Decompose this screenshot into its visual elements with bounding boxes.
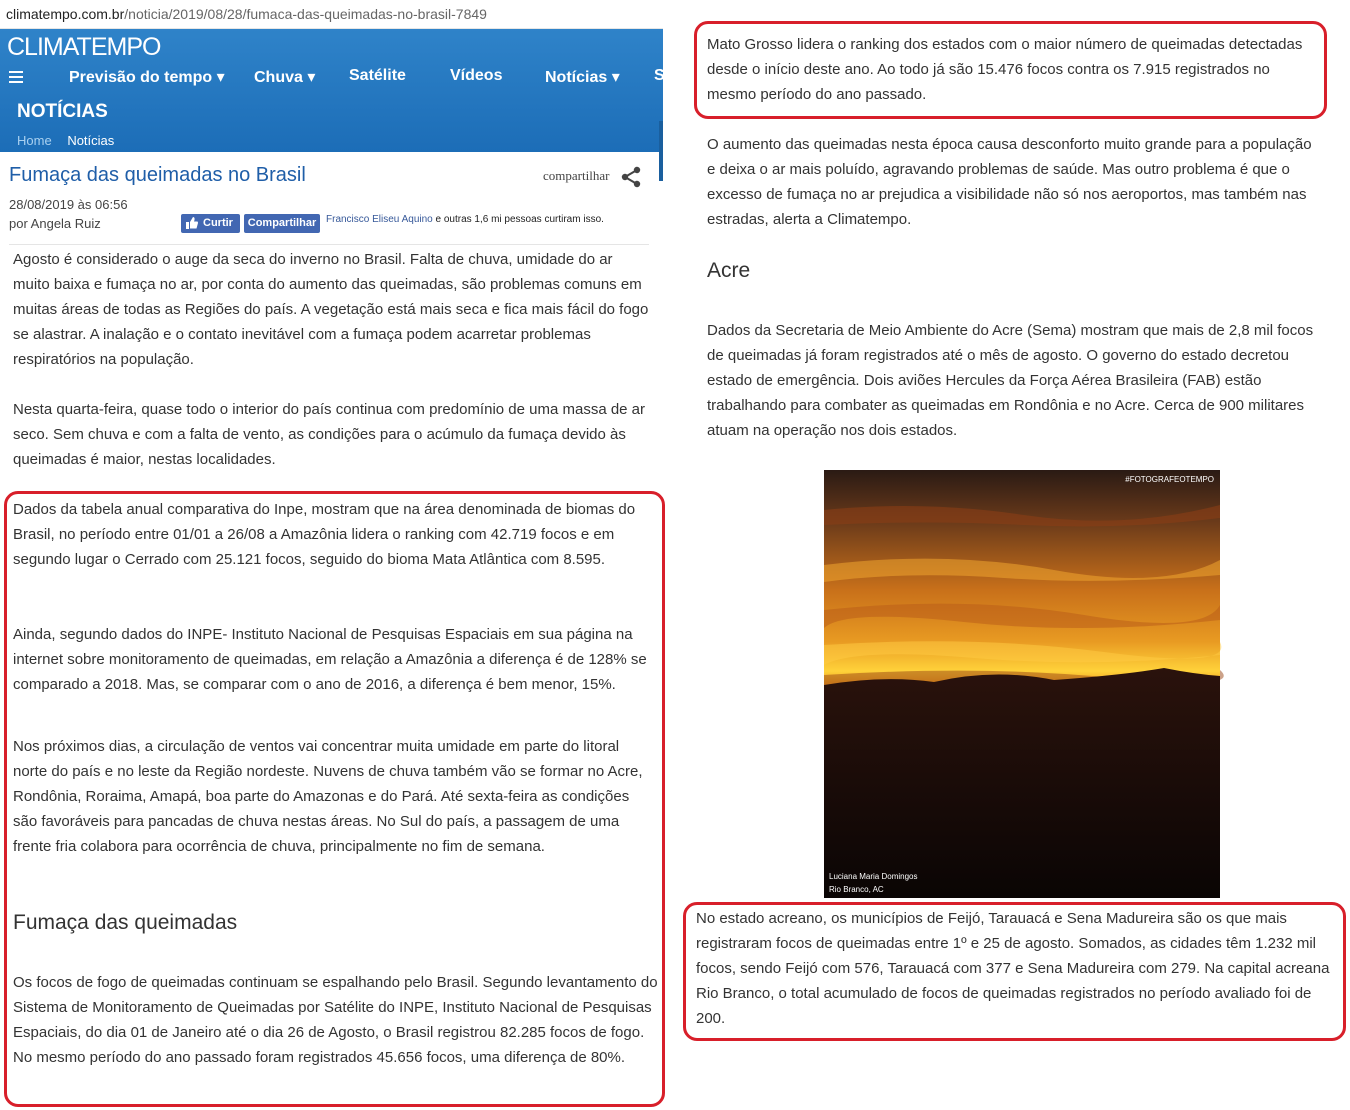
- share-label[interactable]: compartilhar: [543, 168, 610, 183]
- friend-name-link[interactable]: Francisco Eliseu Aquino: [326, 214, 433, 225]
- paragraph-acre-municipios: No estado acreano, os municípios de Feijó, Tarauacá e Sena Madureira são os que mais registraram focos de queimadas entre 1º e 25 de agosto. Somados, as cidades têm 1.232 mil focos, sendo Feijó com 576, Tarauacá com 377 e Sena Madureira com 279. Na capital acreana Rio Branco, o total acumulado de focos de queimadas registrados no período avaliado foi de 200.: [696, 910, 1330, 1027]
- facebook-share-button[interactable]: Compartilhar: [244, 214, 320, 233]
- facebook-social-text: Francisco Eliseu Aquino e outras 1,6 mi pessoas curtiram isso.: [326, 214, 604, 225]
- breadcrumb-current[interactable]: Notícias: [67, 133, 115, 148]
- subheading-acre: Acre: [707, 259, 751, 282]
- paragraph-forecast: Nos próximos dias, a circulação de ventos vai concentrar muita umidade em parte do litoral norte do país e no leste da Região nordeste. Nuvens de chuva também vão se formar no Acre, Rondônia, Roraima, Amapá, boa parte do Amazonas e do Pará. Até sexta-feira as condições são favoráveis para pancadas de chuva nestas áreas. No Sul do país, a passagem de uma frente fria colabora para ocorrência de chuva, principalmente no fim de semana.: [13, 738, 643, 855]
- like-label: Curtir: [203, 217, 233, 229]
- site-header: [0, 29, 663, 152]
- paragraph-visibility: O aumento das queimadas nesta época causa desconforto muito grande para a população e deixa o ar mais poluído, agravando problemas de saúde. Mas outro problema é que o excesso de fumaça no ar prejudica a visibilidade não só nos aeroportos, mas também nas estradas, alerta a Climatempo.: [707, 136, 1312, 228]
- paragraph-mato-grosso: Mato Grosso lidera o ranking dos estados com o maior número de queimadas detectadas desde o início deste ano. Ao todo já são 15.476 focos contra os 7.915 registrados no mesmo período do ano passado.: [707, 36, 1303, 103]
- photo-location: Rio Branco, AC: [829, 885, 884, 894]
- nav-noticias[interactable]: Notícias ▾: [545, 69, 620, 86]
- header-divider: [9, 244, 649, 245]
- nav-videos[interactable]: Vídeos: [450, 67, 503, 84]
- breadcrumb-home[interactable]: Home: [17, 133, 52, 148]
- photo-hashtag: #FOTOGRAFEOTEMPO: [1125, 475, 1214, 484]
- highlight-box-mato-grosso: [694, 21, 1327, 119]
- facebook-like-button[interactable]: [181, 214, 240, 233]
- article-title: Fumaça das queimadas no Brasil: [9, 164, 306, 186]
- url-text: climatempo.com.br/noticia/2019/08/28/fumaca-das-queimadas-no-brasil-7849: [6, 6, 487, 22]
- breadcrumb: [17, 133, 114, 148]
- paragraph-intro: Agosto é considerado o auge da seca do inverno no Brasil. Falta de chuva, umidade do ar muito baixa e fumaça no ar, por conta do aumento das queimadas, são problemas comuns em muitas áreas de todas as Regiões do país. A vegetação está mais seca e fica mais fácil do fogo se alastrar. A inalação e o contato inevitável com a fumaça podem acarretar problemas respiratórios na população.: [13, 251, 649, 368]
- article-date: 28/08/2019 às 06:56: [9, 197, 128, 212]
- nav-satelite[interactable]: Satélite: [349, 67, 406, 84]
- highlight-box-left: [4, 491, 665, 1107]
- header-edge: [659, 121, 663, 181]
- highlight-box-acre: [683, 902, 1346, 1041]
- paragraph-inpe-comparison: Ainda, segundo dados do INPE- Instituto Nacional de Pesquisas Espaciais em sua página na internet sobre monitoramento de queimadas, em relação a Amazônia a diferença é de 128% se comparado a 2018. Mas, se comparar com o ano de 2016, a diferença é bem menor, 15%.: [13, 626, 647, 693]
- article-author: por Angela Ruiz: [9, 216, 101, 231]
- section-title: NOTÍCIAS: [17, 101, 108, 122]
- subheading-fumaca: Fumaça das queimadas: [13, 911, 238, 934]
- paragraph-focos-brasil: Os focos de fogo de queimadas continuam se espalhando pelo Brasil. Segundo levantamento do Sistema de Monitoramento de Queimadas por Satélite do INPE, Instituto Nacional de Pesquisas Espaciais, do dia 01 de Janeiro até o dia 26 de Agosto, o Brasil registrou 82.285 focos de fogo. No mesmo período do ano passado foram registrados 45.656 focos, uma diferença de 80%.: [13, 974, 658, 1066]
- address-bar[interactable]: [0, 0, 663, 29]
- nav-more[interactable]: S: [654, 67, 665, 84]
- site-logo[interactable]: CLIMATEMPO: [7, 33, 161, 61]
- thumbs-up-icon: [186, 217, 198, 229]
- paragraph-acre-sema: Dados da Secretaria de Meio Ambiente do Acre (Sema) mostram que mais de 2,8 mil focos de queimadas já foram registrados até o mês de agosto. O governo do estado decretou estado de emergência. Dois aviões Hercules da Força Aérea Brasileira (FAB) estão trabalhando para combater as queimadas em Rondônia e no Acre. Cerca de 900 militares atuam na operação nos dois estados.: [707, 322, 1314, 439]
- paragraph-dry-air: Nesta quarta-feira, quase todo o interior do país continua com predomínio de uma massa de ar seco. Sem chuva e com a falta de vento, as condições para o acúmulo da fumaça devido às queimadas é maior, nestas localidades.: [13, 401, 646, 468]
- share-icon[interactable]: [620, 166, 642, 188]
- nav-chuva[interactable]: Chuva ▾: [254, 69, 316, 86]
- paragraph-biomas: Dados da tabela anual comparativa do Inpe, mostram que na área denominada de biomas do Brasil, no período entre 01/01 a 26/08 a Amazônia lidera o ranking com 42.719 focos e em segundo lugar o Cerrado com 25.121 focos, seguido do bioma Mata Atlântica com 8.595.: [13, 501, 636, 568]
- nav-previsao[interactable]: Previsão do tempo ▾: [69, 69, 225, 86]
- main-nav: [0, 67, 663, 89]
- sunset-photo: [824, 470, 1220, 898]
- photo-credit: Luciana Maria Domingos: [829, 872, 918, 881]
